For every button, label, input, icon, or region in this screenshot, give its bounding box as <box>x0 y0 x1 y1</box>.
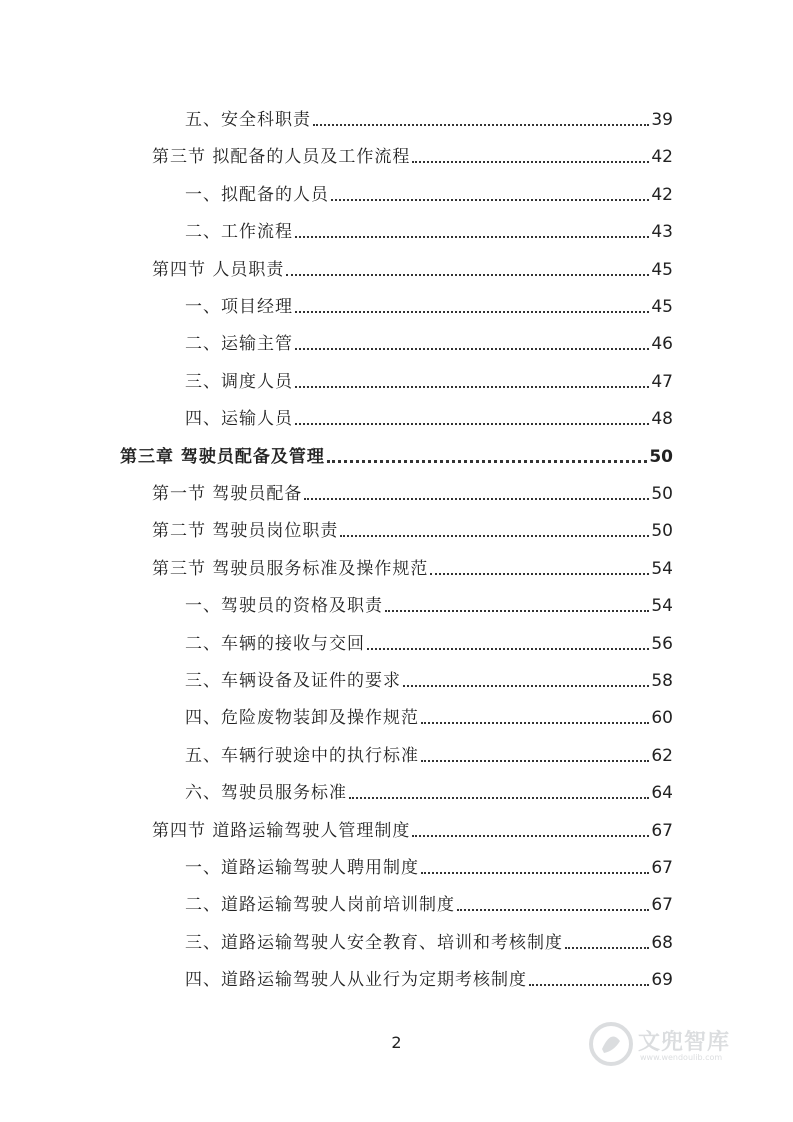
toc-leader-dots <box>295 386 649 388</box>
toc-entry-title: 一、项目经理 <box>185 297 293 317</box>
page-number: 2 <box>391 1033 402 1052</box>
toc-entry[interactable] <box>152 475 673 505</box>
toc-entry[interactable] <box>152 251 673 281</box>
toc-entry-title: 四、运输人员 <box>185 409 293 430</box>
watermark-name: 文兜智库 <box>638 1030 731 1055</box>
toc-leader-dots <box>421 722 649 724</box>
toc-entry-page: 46 <box>651 334 673 355</box>
toc-entry-title: 第四节 人员职责 <box>152 259 285 280</box>
toc-entry-title: 二、车辆的接收与交回 <box>185 633 365 654</box>
toc-leader-dots <box>295 348 649 350</box>
toc-leader-dots <box>286 274 649 276</box>
toc-entry-title: 一、拟配备的人员 <box>185 184 329 205</box>
toc-entry[interactable] <box>185 176 673 206</box>
toc-entry[interactable] <box>152 812 673 842</box>
toc-entry-title: 三、车辆设备及证件的要求 <box>185 671 401 691</box>
toc-entry-page: 42 <box>651 147 673 168</box>
toc-leader-dots <box>385 610 649 612</box>
toc-entry-title: 四、危险废物装卸及操作规范 <box>185 708 419 729</box>
toc-entry-title: 第三章 驾驶员配备及管理 <box>120 446 325 467</box>
watermark-logo-icon <box>588 1021 634 1067</box>
toc-entry-title: 二、工作流程 <box>185 222 293 243</box>
toc-entry-page: 47 <box>651 371 673 392</box>
toc-entry-page: 48 <box>651 409 673 430</box>
toc-entry[interactable] <box>185 924 673 954</box>
toc-entry-title: 第三节 拟配备的人员及工作流程 <box>152 147 411 168</box>
toc-entry-page: 45 <box>651 297 673 317</box>
toc-entry[interactable] <box>185 363 673 393</box>
toc-entry-page: 67 <box>651 858 673 878</box>
toc-entry-page: 50 <box>651 484 673 504</box>
toc-entry[interactable] <box>185 699 673 729</box>
toc-leader-dots <box>412 835 649 837</box>
toc-entry-page: 50 <box>651 521 673 542</box>
toc-entry-page: 67 <box>651 895 673 916</box>
toc-entry-title: 第二节 驾驶员岗位职责 <box>152 521 339 542</box>
toc-entry[interactable] <box>152 138 673 168</box>
toc-leader-dots <box>331 199 649 201</box>
toc-leader-dots <box>349 797 649 799</box>
toc-entry-page: 67 <box>651 820 673 841</box>
toc-leader-dots <box>340 535 649 537</box>
toc-entry-title: 五、车辆行驶途中的执行标准 <box>185 745 419 766</box>
toc-leader-dots <box>295 311 649 313</box>
toc-entry-page: 43 <box>651 222 673 243</box>
toc-leader-dots <box>295 236 649 238</box>
toc-entry-title: 二、运输主管 <box>185 334 293 355</box>
toc-entry[interactable] <box>185 849 673 879</box>
toc-entry[interactable] <box>152 512 673 542</box>
toc-entry-title: 一、道路运输驾驶人聘用制度 <box>185 858 419 878</box>
toc-leader-dots <box>403 685 649 687</box>
toc-leader-dots <box>421 872 649 874</box>
toc-entry-page: 45 <box>651 259 673 280</box>
toc-entry[interactable] <box>185 400 673 430</box>
toc-leader-dots <box>367 648 649 650</box>
toc-entry-page: 56 <box>651 633 673 654</box>
toc-entry-page: 50 <box>649 446 673 467</box>
toc-entry-page: 64 <box>651 783 673 804</box>
toc-entry[interactable] <box>120 438 673 468</box>
toc-entry[interactable] <box>185 961 673 991</box>
toc-entry[interactable] <box>185 288 673 318</box>
toc-entry-page: 69 <box>651 970 673 991</box>
toc-entry[interactable] <box>185 737 673 767</box>
toc-entry-page: 42 <box>651 184 673 205</box>
toc-entry[interactable] <box>185 774 673 804</box>
toc-leader-dots <box>327 460 647 463</box>
toc-entry-page: 39 <box>651 110 673 130</box>
toc-entry-title: 二、道路运输驾驶人岗前培训制度 <box>185 895 455 916</box>
toc-entry[interactable] <box>185 213 673 243</box>
toc-entry[interactable] <box>185 625 673 655</box>
watermark-url: www.wendoulib.com <box>640 1053 723 1062</box>
toc-entry-title: 第四节 道路运输驾驶人管理制度 <box>152 820 411 841</box>
toc-entry-title: 三、调度人员 <box>185 371 293 392</box>
toc-entry-page: 68 <box>651 932 673 953</box>
toc-entry[interactable] <box>185 101 673 131</box>
toc-leader-dots <box>457 909 649 911</box>
toc-entry[interactable] <box>152 550 673 580</box>
toc-entry-title: 五、安全科职责 <box>185 110 311 130</box>
toc-entry[interactable] <box>185 662 673 692</box>
toc-entry-page: 54 <box>651 596 673 617</box>
toc-entry-title: 第三节 驾驶员服务标准及操作规范 <box>152 558 429 579</box>
toc-leader-dots <box>430 573 649 575</box>
toc-leader-dots <box>565 947 649 949</box>
toc-leader-dots <box>529 984 649 986</box>
toc-entry[interactable] <box>185 587 673 617</box>
toc-entry-page: 60 <box>651 708 673 729</box>
toc-entry-title: 一、驾驶员的资格及职责 <box>185 596 383 617</box>
toc-entry-page: 54 <box>651 558 673 579</box>
toc-leader-dots <box>295 423 649 425</box>
toc-leader-dots <box>304 498 649 500</box>
toc-entry[interactable] <box>185 886 673 916</box>
toc-entry-title: 四、道路运输驾驶人从业行为定期考核制度 <box>185 970 527 991</box>
toc-entry-title: 第一节 驾驶员配备 <box>152 484 303 504</box>
toc-leader-dots <box>421 760 649 762</box>
toc-entry-page: 58 <box>651 671 673 691</box>
toc-entry-page: 62 <box>651 745 673 766</box>
toc-leader-dots <box>313 124 649 126</box>
toc-leader-dots <box>412 161 649 163</box>
toc-entry-title: 三、道路运输驾驶人安全教育、培训和考核制度 <box>185 932 563 953</box>
watermark <box>588 1015 758 1075</box>
toc-entry[interactable] <box>185 325 673 355</box>
toc-entry-title: 六、驾驶员服务标准 <box>185 783 347 804</box>
